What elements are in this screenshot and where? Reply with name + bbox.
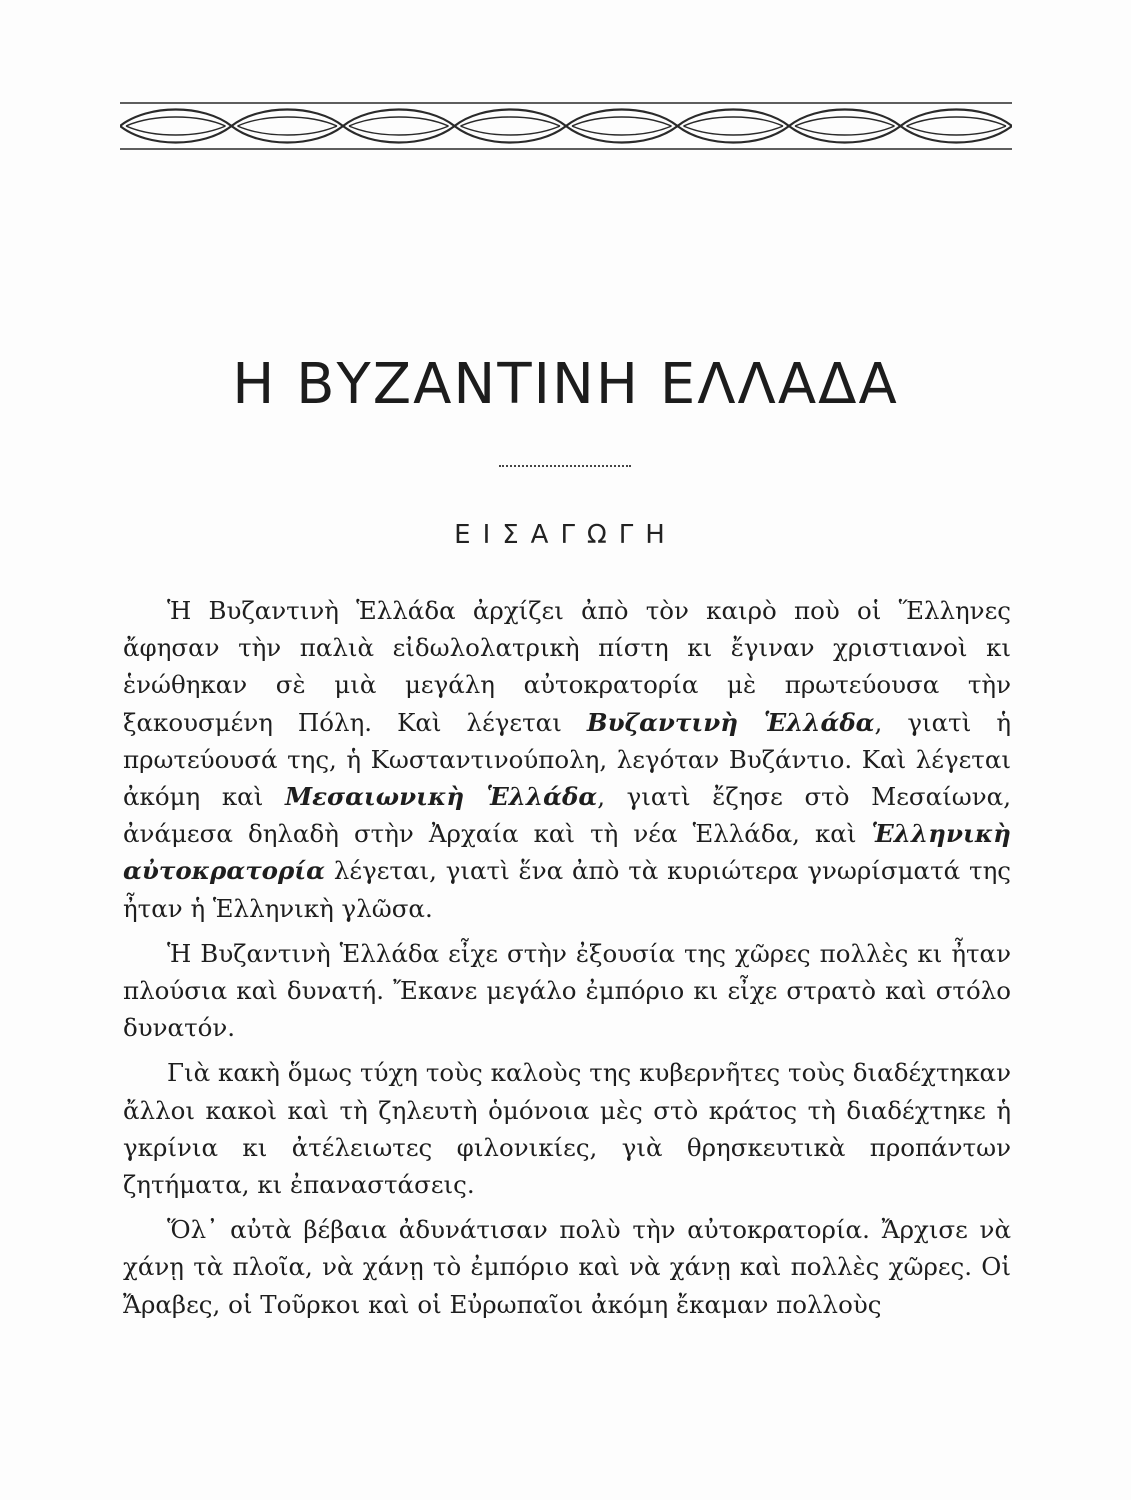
emphasis-term: Μεσαιωνικὴ Ἑλλάδα <box>285 782 598 812</box>
ornament-strand <box>120 110 1012 127</box>
paragraph-1 <box>123 592 1011 927</box>
paragraph-3: Γιὰ κακὴ ὅμως τύχη τοὺς καλοὺς της κυβερνῆτες τοὺς διαδέχτηκαν ἄλλοι κακοὶ καὶ τὴ ζηλευτὴ ὁμόνοια μὲς στὸ κράτος τὴ διαδέχτηκε ἡ γκρίνια κι ἀτέλειωτες φιλονικίες, γιὰ θρησκευτικὰ προπάντων ζητήματα, κι ἐπαναστάσεις. <box>123 1058 1011 1200</box>
text-run: Ἡ Βυζαντινὴ Ἑλλάδα ἀρχίζει ἀπὸ τὸν καιρὸ ποὺ οἱ Ἕλληνες ἄφησαν τὴν παλιὰ εἰδωλολατρικὴ πίστη κι ἔγιναν χριστιανοὶ κι ἑνώθηκαν σὲ μιὰ μεγάλη αὐτοκρατορία μὲ πρωτεύουσα τὴν ξακουσμένη Πόλη. Καὶ λέγεται <box>123 596 1011 737</box>
ornament-strand <box>120 126 1012 143</box>
body-text <box>123 592 1011 1323</box>
braided-border-ornament-icon <box>120 100 1012 152</box>
emphasis-term: Βυζαντινὴ Ἑλλάδα <box>586 707 875 737</box>
text-run: , γιατὶ ἔζησε στὸ Μεσαίωνα, ἀνάμεσα δηλαδὴ στὴν Ἀρχαία καὶ τὴ νέα Ἑλλάδα, καὶ <box>123 782 1012 849</box>
page-title: Η ΒΥΖΑΝΤΙΝΗ ΕΛΛΑΔΑ <box>232 352 899 417</box>
section-heading: ΕΙΣΑΓΩΓΗ <box>454 520 677 550</box>
paragraph-4: Ὅλ᾽ αὐτὰ βέβαια ἀδυνάτισαν πολὺ τὴν αὐτοκρατορία. Ἄρχισε νὰ χάνῃ τὰ πλοῖα, νὰ χάνῃ τὸ ἐμπόριο καὶ νὰ χάνῃ καὶ πολλὲς χῶρες. Οἱ Ἄραβες, οἱ Τοῦρκοι καὶ οἱ Εὐρωπαῖοι ἀκόμη ἔκαμαν πολλοὺς <box>123 1215 1011 1319</box>
text-run: λέγεται, γιατὶ ἕνα ἀπὸ τὰ κυριώτερα γνωρίσματά της ἦταν ἡ Ἑλληνικὴ γλῶσα. <box>123 856 1011 923</box>
paragraph-2: Ἡ Βυζαντινὴ Ἑλλάδα εἶχε στὴν ἐξουσία της χῶρες πολλὲς κι ἦταν πλούσια καὶ δυνατή. Ἔκανε μεγάλο ἐμπόριο κι εἶχε στρατὸ καὶ στόλο δυνατόν. <box>123 938 1011 1043</box>
title-divider <box>499 465 631 467</box>
emphasis-term: Ἑλληνικὴ αὐτοκρατορία <box>123 819 1011 886</box>
text-run: , γιατὶ ἡ πρωτεύουσά της, ἡ Κωσταντινούπολη, λεγόταν Βυζάντιο. Καὶ λέγεται ἀκόμη καὶ <box>123 707 1012 812</box>
